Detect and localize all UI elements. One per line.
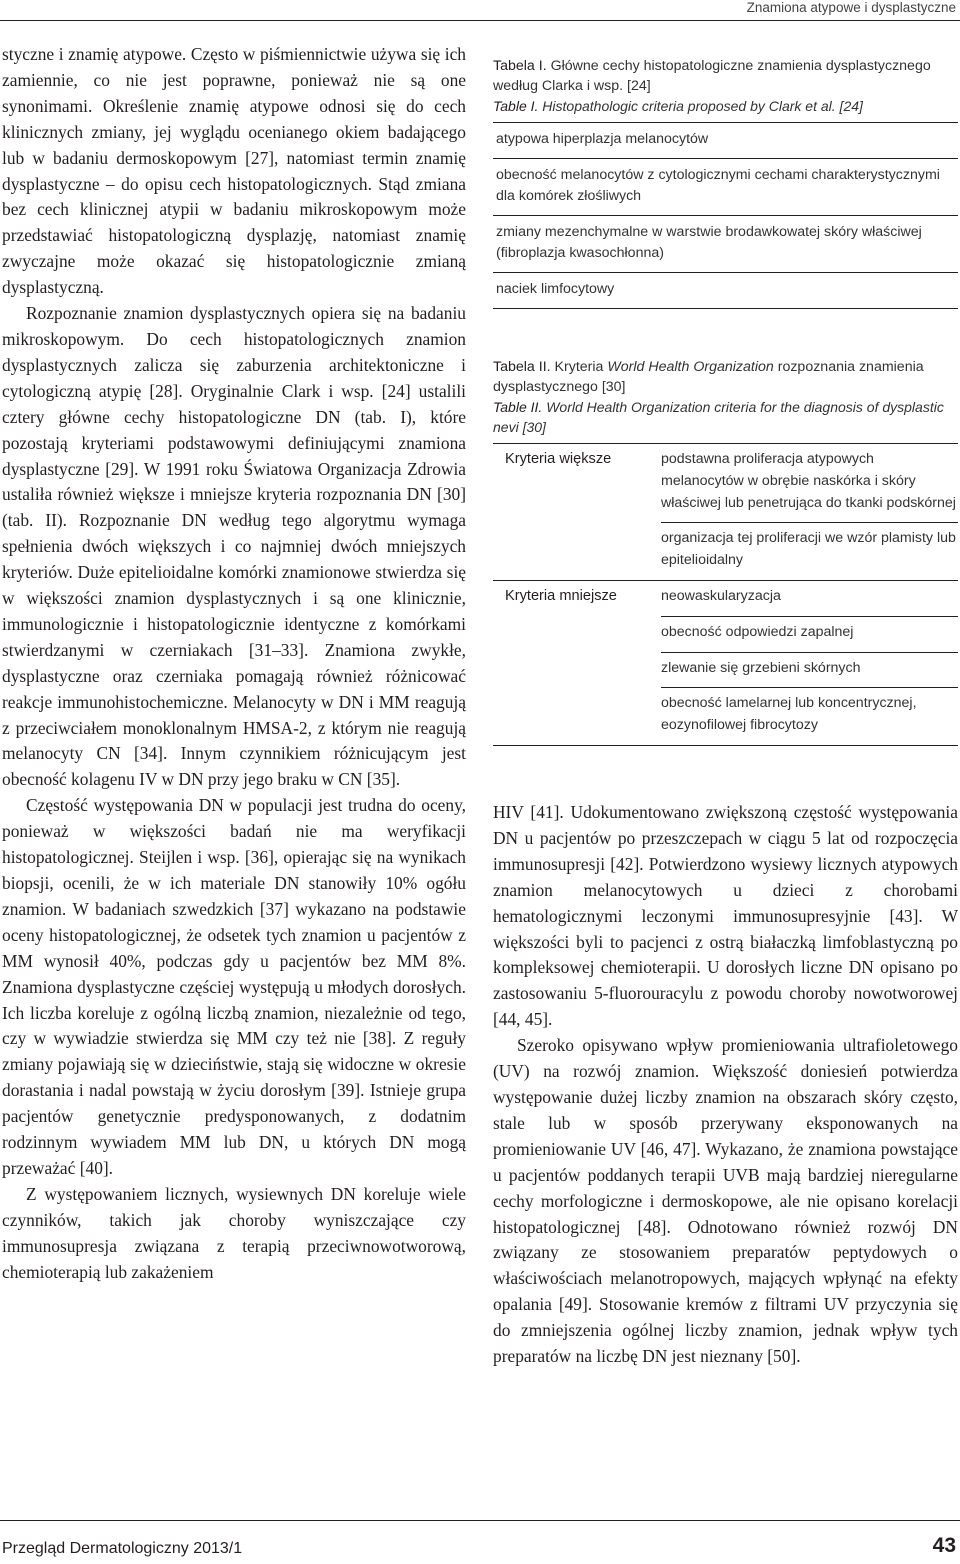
footer-journal-name: Przegląd Dermatologiczny 2013/1 [2,1540,243,1557]
body-paragraph: HIV [41]. Udokumentowano zwiększoną częstość występowania DN u pacjentów po przeszczepach w ciągu 5 lat od rozpoczęcia immunosupresji [42]. Potwierdzono wysiewy licznych atypowych znamion melanocytowych u dzieci z chorobami hematologicznymi leczonymi immunosupresyjnie [43]. W większości byli to pacjenci z ostrą białaczką limfoblastyczną po kompleksowej chemioterapii. U dorosłych liczne DN opisano po zastosowaniu 5-fluorouracylu z powodu choroby nowotworowej [44, 45]. [493,802,958,1030]
criteria-group-major [493,444,958,581]
table-label: Tabela II. [493,359,551,375]
criteria-item: zlewanie się grzebieni skórnych [661,653,958,689]
table-2 [493,357,958,746]
caption-org-name: World Health Organization [607,359,774,375]
criteria-group-heading: Kryteria większe [505,451,612,467]
criteria-item: obecność odpowiedzi zapalnej [661,617,958,653]
table-2-caption-en [493,397,958,437]
table-2-caption-pl [493,357,958,397]
running-header-title: Znamiona atypowe i dysplastyczne [746,0,956,15]
table-label: Table I. [493,98,539,114]
table-bottom-rule [493,308,958,309]
caption-text: Histopathologic criteria proposed by Clark et al. [24] [542,98,863,114]
table-row: naciek limfocytowy [496,281,615,297]
table-label: Tabela I. [493,58,547,74]
criteria-group-minor [493,581,958,746]
page-number: 43 [932,1534,956,1557]
caption-text: World Health Organization criteria for the diagnosis of dysplastic nevi [30] [493,399,944,435]
right-text-column [493,800,958,1370]
caption-text: Główne cechy histopatologiczne znamienia dysplastycznego według Clarka i wsp. [24] [493,58,931,94]
body-paragraph: Szeroko opisywano wpływ promieniowania ultrafioletowego (UV) na rozwój znamion. Większość doniesień potwierdza występowanie dużej liczby znamion na obszarach skóry często, stale lub w sposób przerywany eksponowanych na promieniowanie UV [46, 47]. Wykazano, że znamiona powstające u pacjentów poddanych terapii UVB mają bardziej nieregularne cechy morfologiczne i dermoskopowe, ale nie opisano korelacji histopatologicznej [48]. Odnotowano również rozwój DN związany ze stosowaniem preparatów peptydowych o właściwościach melanotropowych, mających wpłynąć na efekty opalania [49]. Stosowanie kremów z filtrami UV przyczynia się do zmniejszenia ogólnej liczby znamion, jednak wpływ tych preparatów na liczbę DN jest nieznany [50]. [493,1035,958,1367]
criteria-list [661,581,958,745]
criteria-group-heading: Kryteria mniejsze [505,587,617,604]
caption-text: rozpoznania znamienia dysplastycznego [30] [493,359,924,395]
body-paragraph: Rozpoznanie znamion dysplastycznych opiera się na badaniu mikroskopowym. Do cech histopatologicznych znamion dysplastycznych zalicza się zaburzenia architektoniczne i cytologiczną atypię [28]. Oryginalnie Clark i wsp. [24] ustalili cztery główne cechy histopatologiczne DN (tab. I), które pozostają kryteriami podstawowymi definiującymi znamiona dysplastyczne [29]. W 1991 roku Światowa Organizacja Zdrowia ustaliła również większe i mniejsze kryteria rozpoznania DN [30] (tab. II). Rozpoznanie DN według tego algorytmu wymaga spełnienia dwóch większych i co najmniej dwóch mniejszych kryteriów. Duże epitelioidalne komórki znamionowe stwierdza się w większości znamion dysplastycznych i są one klinicznie, immunologicznie i histopatologicznie identyczne z komórkami stwierdzanymi w czerniakach [31–33]. Znamiona zwykłe, dysplastyczne oraz czerniaka pomagają również różnicować reakcje immunohistochemiczne. Melanocyty w DN i MM reagują z przeciwciałem monoklonalnym HMSA-2, z którym nie reagują melanocyty CN [34]. Innym czynnikiem różnicującym jest obecność kolagenu IV w DN przy jego braku w CN [35]. [2,303,466,790]
table-1-caption-en [493,96,958,116]
body-paragraph: styczne i znamię atypowe. Często w piśmiennictwie używa się ich zamiennie, co nie jest poprawne, ponieważ nie są one synonimami. Określenie znamię atypowe odnosi się do cech klinicznych zmiany, jej wyglądu ocenianego okiem badającego lub w badaniu dermoskopowym [27], natomiast termin znamię dysplastyczne – do opisu cech histopatologicznych. Stąd zmiana bez cech klinicznej atypii w badaniu mikroskopowym może przedstawiać histopatologiczną dysplazję, natomiast znamię zwyczajne może okazać się histopatologicznie zmianą dysplastyczną. [2,44,466,298]
table-2-body [493,443,958,746]
criteria-list [661,444,958,580]
criteria-item: obecność lamelarnej lub koncentrycznej, eozynofilowej fibrocytozy [661,695,917,734]
footer-rule [0,1520,960,1521]
criteria-item: organizacja tej proliferacji we wzór plamisty lub epitelioidalny [661,530,956,569]
header-rule [0,20,960,21]
body-paragraph: Z występowaniem licznych, wysiewnych DN koreluje wiele czynników, takich jak choroby wyniszczające czy immunosupresja związana z terapią przeciwnowotworową, chemioterapią lub zakażeniem [2,1183,466,1282]
table-row: zmiany mezenchymalne w warstwie brodawkowatej skóry właściwej (fibroplazja kwasochłonna) [493,216,958,273]
table-rule [493,122,958,308]
criteria-item: podstawna proliferacja atypowych melanocytów w obrębie naskórka i skóry właściwej lub penetrująca do tkanki podskórnej [661,444,958,523]
table-row: atypowa hiperplazja melanocytów [493,123,958,159]
caption-text: Kryteria [554,359,604,375]
table-1 [493,56,958,309]
criteria-item: neowaskularyzacja [661,581,958,617]
left-text-column [2,42,466,1286]
table-row: obecność melanocytów z cytologicznymi cechami charakterystycznymi dla komórek złośliwych [493,159,958,216]
table-1-caption-pl [493,56,958,96]
body-paragraph: Częstość występowania DN w populacji jest trudna do oceny, ponieważ w większości badań nie ma weryfikacji histopatologicznej. Steijlen i wsp. [36], opierając się na wynikach biopsji, ocenili, że w ich materiale DN stanowiły 10% ogółu znamion. W badaniach szwedzkich [37] wykazano na podstawie oceny histopatologicznej, że odsetek tych znamion u pacjentów z MM wynosił 40%, podczas gdy u pacjentów bez MM 8%. Znamiona dysplastyczne częściej występują u młodych dorosłych. Ich liczba koreluje z ogólną liczbą znamion, niezależnie od tego, czy w wywiadzie stwierdza się MM czy też nie [38]. Z reguły zmiany pojawiają się w dzieciństwie, stają się widoczne w okresie dorastania i nadal powstają w życiu dorosłym [39]. Istnieje grupa pacjentów genetycznie predysponowanych, z dodatnim rodzinnym wywiadem MM lub DN, u których DN mogą przeważać [40]. [2,795,466,1178]
table-label: Table II. [493,399,543,415]
